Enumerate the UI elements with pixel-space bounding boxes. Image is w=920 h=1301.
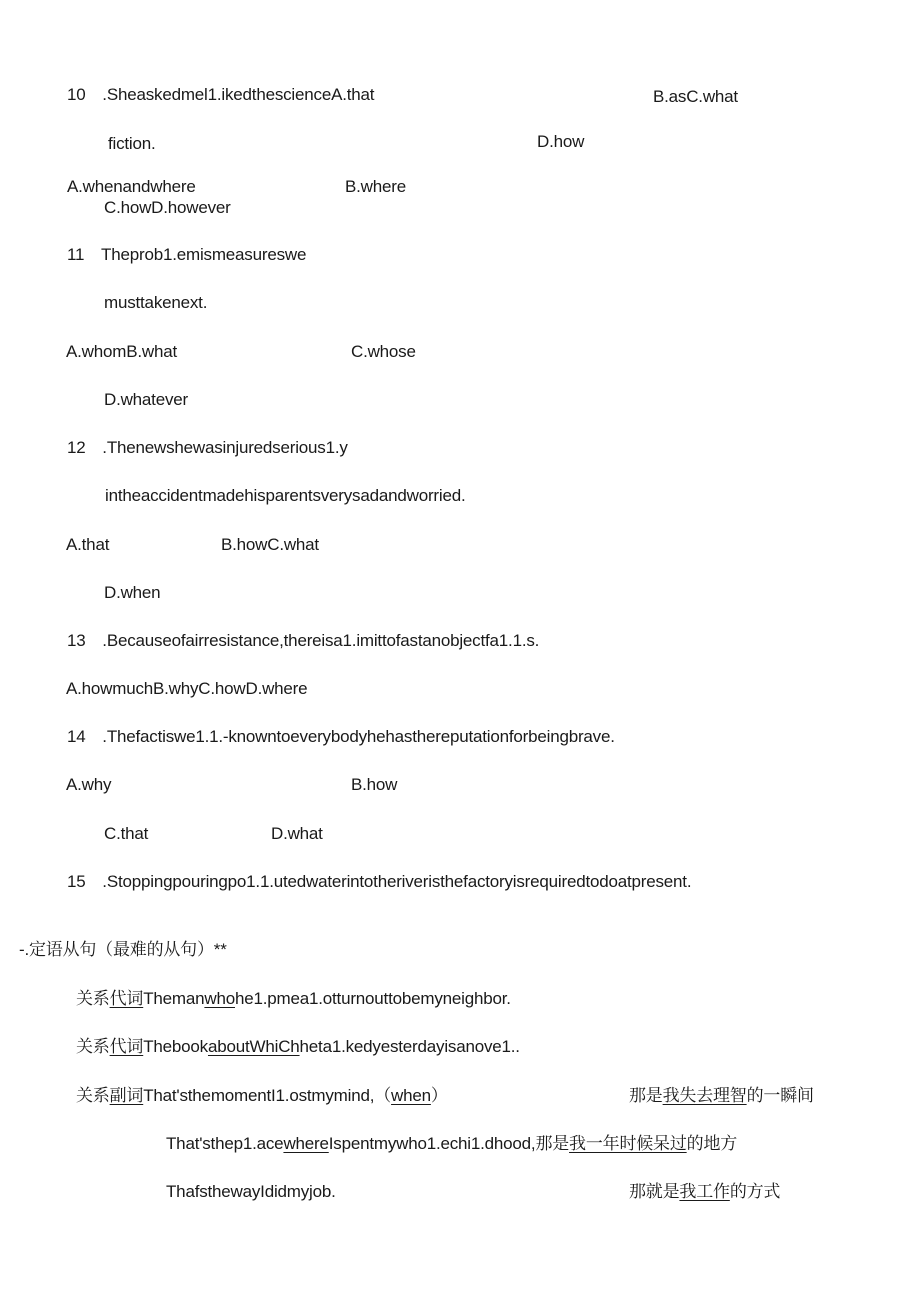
question-13-stem: 13 .Becauseofairresistance,thereisa1.imittofastanobjectfa1.1.s. [67, 631, 540, 650]
question-10-option-d: D.how [537, 132, 585, 151]
translation-suffix: 的一瞬间 [746, 1086, 814, 1105]
question-14-option-b: B.how [351, 775, 398, 794]
question-11-stem-cont: musttakenext. [104, 293, 208, 312]
relative-word: who [204, 989, 235, 1008]
example-text-rest: heta1.kedyesterdayisanove1.. [299, 1037, 520, 1056]
question-13-options: A.howmuchB.whyC.howD.where [66, 679, 308, 698]
label-relation: 关系 [76, 1037, 110, 1056]
translation-3 [629, 1182, 780, 1202]
relative-adverb-example-2 [166, 1134, 737, 1154]
question-12-option-b-c: B.howC.what [221, 535, 319, 554]
question-10-option-a: A.whenandwhere [67, 177, 196, 196]
question-12-option-d: D.when [104, 583, 161, 602]
relative-pronoun-example-1 [76, 989, 511, 1009]
relative-word: where [283, 1134, 329, 1153]
question-12-stem-cont: intheaccidentmadehisparentsverysadandworried. [105, 486, 466, 505]
translation-suffix: 的地方 [686, 1134, 738, 1153]
question-14-option-a: A.why [66, 775, 112, 794]
label-relation: 关系 [76, 989, 110, 1008]
example-text-rest: Ispentmywho1.echi1.dhood,那是 [328, 1134, 570, 1153]
relative-word: aboutWhiCh [207, 1037, 300, 1056]
example-text-rest: ） [430, 1086, 448, 1105]
label-adverb: 副词 [109, 1086, 144, 1105]
relative-adverb-example-3: ThafsthewayIdidmyjob. [166, 1182, 336, 1201]
question-10-stem: 10 .Sheaskedmel1.ikedthescienceA.that [67, 85, 375, 104]
question-12-stem: 12 .Thenewshewasinjuredserious1.y [67, 438, 348, 457]
translation-key: 我失去理智 [662, 1086, 747, 1105]
question-14-stem: 14 .Thefactiswe1.1.-knowntoeverybodyhehasthereputationforbeingbrave. [67, 727, 615, 746]
example-text-rest: he1.pmea1.otturnouttobemyneighbor. [234, 989, 511, 1008]
translation-prefix: 那是 [629, 1086, 663, 1105]
relative-adverb-example-1 [76, 1086, 448, 1106]
example-text: Theman [143, 989, 205, 1008]
relative-pronoun-example-2 [76, 1037, 520, 1057]
section-heading: -.定语从句（最难的从句）** [19, 940, 227, 959]
relative-word: when [391, 1086, 431, 1105]
label-relation: 关系 [76, 1086, 110, 1105]
example-text: That'sthemomentI1.ostmymind,（ [143, 1086, 392, 1105]
question-14-option-c: C.that [104, 824, 149, 843]
question-10-option-b: B.where [345, 177, 406, 196]
translation-key: 我一年时候呆过 [569, 1134, 687, 1153]
translation-prefix: 那就是 [629, 1182, 680, 1201]
question-12-option-a: A.that [66, 535, 110, 554]
question-15-stem: 15 .Stoppingpouringpo1.1.utedwaterintotheriveristhefactoryisrequiredtodoatpresent. [67, 872, 692, 891]
question-11-option-d: D.whatever [104, 390, 188, 409]
translation-1 [629, 1086, 814, 1106]
question-11-stem: 11 Theprob1.emismeasureswe [67, 245, 307, 264]
question-10-option-b-c: B.asC.what [653, 87, 738, 106]
label-pronoun: 代词 [109, 989, 144, 1008]
question-11-option-c: C.whose [351, 342, 416, 361]
question-10-option-c-d: C.howD.however [104, 198, 231, 217]
example-text: Thebook [143, 1037, 208, 1056]
example-text: That'sthep1.ace [166, 1134, 284, 1153]
label-pronoun: 代词 [109, 1037, 144, 1056]
question-14-option-d: D.what [271, 824, 323, 843]
translation-suffix: 的方式 [729, 1182, 781, 1201]
question-10-stem-cont: fiction. [108, 134, 156, 153]
question-11-option-a-b: A.whomB.what [66, 342, 177, 361]
translation-key: 我工作 [679, 1182, 730, 1201]
